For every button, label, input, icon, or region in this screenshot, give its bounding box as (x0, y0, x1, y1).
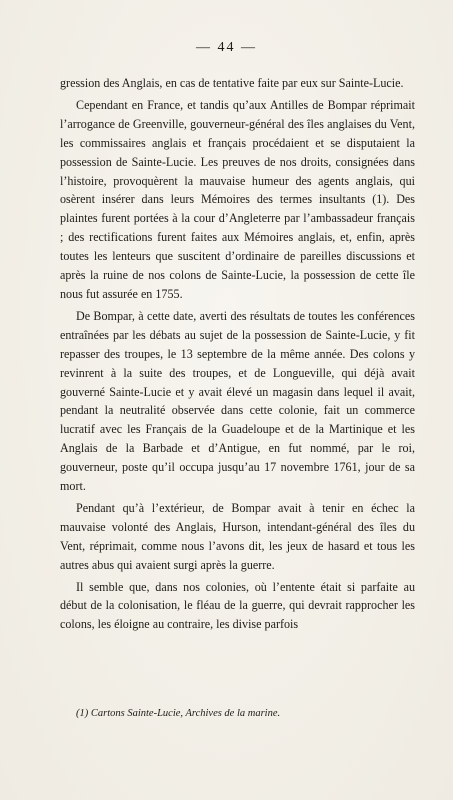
body-text (60, 74, 415, 634)
paragraph: Il semble que, dans nos colonies, où l’entente était si parfaite au début de la colonisation, le fléau de la guerre, qui devrait rapprocher les colons, les éloigne au contraire, les divise parfois (60, 579, 415, 632)
paragraph-continuation: gression des Anglais, en cas de tentative faite par eux sur Sainte-Lucie. (60, 76, 404, 90)
paragraph: Cependant en France, et tandis qu’aux Antilles de Bompar réprimait l’arrogance de Greenville, gouverneur-général des îles anglaises du Vent, les commissaires anglais et français procédaient et se disputaient la possession de Sainte-Lucie. Les preuves de nos droits, consignées dans l’histoire, provoquèrent la mauvaise humeur des agents anglais, qui osèrent insérer dans leurs Mémoires des termes insultants (1). Des plaintes furent portées à la cour d’Angleterre par l’ambassadeur français ; des rectifications furent faites aux Mémoires anglais, et, enfin, après toutes les lenteurs que suscitent d’ordinaire de pareilles discussions et après la ruine de nos colons de Sainte-Lucie, la possession de cette île nous fut assurée en 1755. (60, 97, 415, 301)
paragraph: Pendant qu’à l’extérieur, de Bompar avait à tenir en échec la mauvaise volonté des Anglais, Hurson, intendant-général des îles du Vent, réprimait, comme nous l’avons dit, les jeux de hasard et tous les autres abus qui avaient surgi après la guerre. (60, 500, 415, 572)
page-number: — 44 — (196, 40, 257, 55)
footnote: (1) Cartons Sainte-Lucie, Archives de la marine. (76, 708, 281, 719)
paragraph: De Bompar, à cette date, averti des résultats de toutes les conférences entraînées par les débats au sujet de la possession de Sainte-Lucie, y fit repasser des troupes, le 13 septembre de la même année. Des colons y revinrent à la suite des troupes, et de Longueville, qui déjà avait gouverné Sainte-Lucie et y avait élevé un magasin dans lequel il avait, pendant la neutralité observée dans cette colonie, fait un commerce lucratif avec les Français de la Guadeloupe et de la Martinique et les Anglais de la Barbade et d’Antigue, en fut nommé, par le roi, gouverneur, poste qu’il occupa jusqu’au 17 novembre 1761, jour de sa mort. (60, 308, 415, 494)
